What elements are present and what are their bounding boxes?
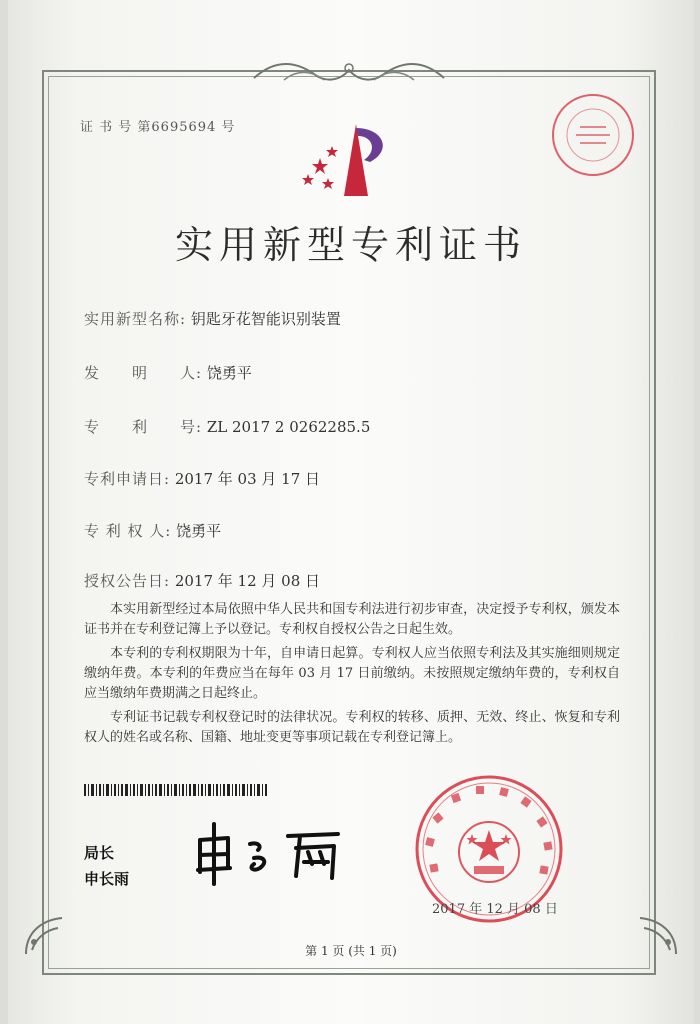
filing-date-field	[84, 468, 320, 489]
inventor-value: 饶勇平	[206, 364, 252, 382]
utility-model-name-value: 钥匙牙花智能识别装置	[190, 310, 341, 328]
announcement-date-value: 2017 年 12 月 08 日	[174, 572, 321, 590]
patent-number-field	[84, 416, 370, 437]
patentee-field	[84, 520, 221, 541]
director-name: 申长雨	[84, 870, 130, 888]
certificate-body	[84, 600, 620, 752]
announcement-date-field	[84, 570, 320, 591]
announcement-date-label: 授权公告日:	[84, 572, 171, 590]
certificate-number: 证 书 号 第6695694 号	[80, 120, 236, 135]
barcode-icon	[84, 784, 268, 796]
filing-date-label: 专利申请日:	[84, 470, 171, 488]
certificate-page	[8, 0, 694, 1024]
inventor-field	[84, 362, 252, 383]
top-ornament-icon	[244, 58, 454, 88]
patentee-label: 专 利 权 人:	[84, 522, 172, 540]
seal-date: 2017 年 12 月 08 日	[432, 902, 558, 917]
body-paragraph: 本实用新型经过本局依照中华人民共和国专利法进行初步审查，决定授予专利权，颁发本证书并在专利登记簿上予以登记。专利权自授权公告之日起生效。	[84, 602, 620, 637]
utility-model-name-field	[84, 308, 341, 329]
certificate-title: 实用新型专利证书	[174, 223, 527, 267]
filing-date-value: 2017 年 03 月 17 日	[174, 470, 321, 488]
director-title: 局长	[84, 844, 115, 862]
signature-icon	[188, 818, 348, 888]
patent-number-value: ZL 2017 2 0262285.5	[206, 418, 371, 436]
page-number: 第 1 页 (共 1 页)	[305, 944, 397, 958]
body-paragraph: 本专利的专利权期限为十年，自申请日起算。专利权人应当依照专利法及其实施细则规定缴纳年费。本专利的年费应当在每年 03 月 17 日前缴纳。未按照规定缴纳年费的，专利权自应当缴纳年费期满之日起终止。	[84, 646, 620, 701]
agency-stamp-icon	[550, 92, 636, 178]
cnipa-logo-icon	[298, 120, 398, 200]
utility-model-name-label: 实用新型名称:	[84, 310, 187, 328]
body-paragraph: 专利证书记载专利权登记时的法律状况。专利权的转移、质押、无效、终止、恢复和专利权人的姓名或名称、国籍、地址变更等事项记载在专利登记簿上。	[84, 710, 620, 745]
patentee-value: 饶勇平	[176, 522, 222, 540]
patent-number-label: 专 利 号:	[84, 418, 203, 436]
inventor-label: 发 明 人:	[84, 364, 203, 382]
